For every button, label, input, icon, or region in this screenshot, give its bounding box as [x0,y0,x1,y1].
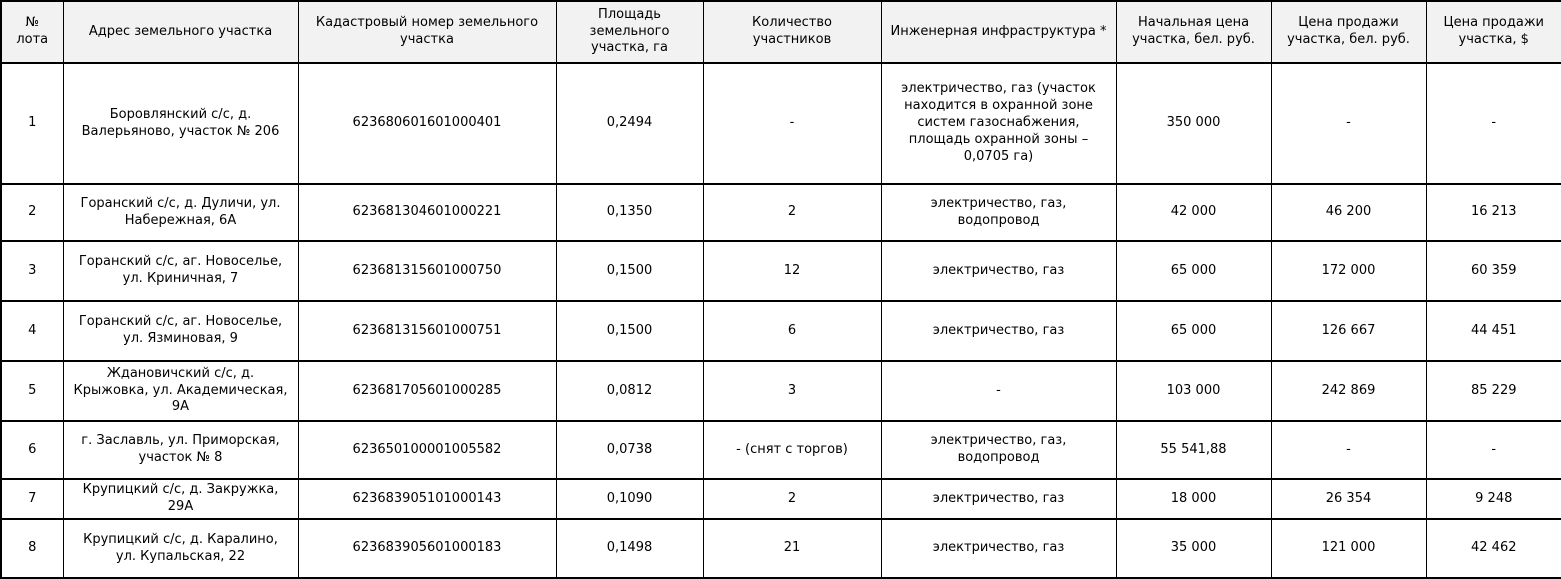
cell-cadastral-number: 623680601601000401 [298,63,556,184]
cell-start-price: 55 541,88 [1116,421,1271,479]
cell-area: 0,0812 [556,361,703,421]
cell-lot-number: 1 [1,63,63,184]
column-header-infrastructure: Инженерная инфраструктура * [881,1,1116,63]
cell-cadastral-number: 623650100001005582 [298,421,556,479]
cell-participants: - [703,63,881,184]
cell-address: Крупицкий с/с, д. Каралино, ул. Купальская, 22 [63,519,298,578]
table-row [1,421,1561,479]
column-header-sale-price-usd: Цена продажи участка, $ [1426,1,1561,63]
cell-participants: 6 [703,301,881,361]
cell-address: г. Заславль, ул. Приморская, участок № 8 [63,421,298,479]
cell-sale-price-byn: - [1271,63,1426,184]
cell-start-price: 350 000 [1116,63,1271,184]
cell-sale-price-usd: 44 451 [1426,301,1561,361]
cell-cadastral-number: 623681315601000750 [298,241,556,301]
cell-infrastructure: электричество, газ [881,241,1116,301]
cell-cadastral-number: 623681304601000221 [298,184,556,241]
column-header-lot-number: № лота [1,1,63,63]
cell-area: 0,0738 [556,421,703,479]
cell-lot-number: 2 [1,184,63,241]
cell-start-price: 65 000 [1116,241,1271,301]
cell-sale-price-byn: 126 667 [1271,301,1426,361]
cell-sale-price-usd: - [1426,421,1561,479]
table-row [1,519,1561,578]
cell-area: 0,1350 [556,184,703,241]
cell-sale-price-usd: 42 462 [1426,519,1561,578]
cell-start-price: 18 000 [1116,479,1271,519]
cell-area: 0,1500 [556,241,703,301]
table-row [1,241,1561,301]
cell-sale-price-usd: - [1426,63,1561,184]
cell-infrastructure: электричество, газ [881,301,1116,361]
cell-infrastructure: электричество, газ, водопровод [881,421,1116,479]
cell-address: Горанский с/с, д. Дуличи, ул. Набережная, 6А [63,184,298,241]
table-row [1,301,1561,361]
cell-participants: 12 [703,241,881,301]
cell-infrastructure: электричество, газ, водопровод [881,184,1116,241]
cell-infrastructure: электричество, газ [881,479,1116,519]
column-header-address: Адрес земельного участка [63,1,298,63]
cell-lot-number: 6 [1,421,63,479]
cell-address: Ждановичский с/с, д. Крыжовка, ул. Академическая, 9А [63,361,298,421]
cell-address: Крупицкий с/с, д. Закружка, 29А [63,479,298,519]
cell-infrastructure: электричество, газ [881,519,1116,578]
cell-cadastral-number: 623683905601000183 [298,519,556,578]
cell-sale-price-usd: 9 248 [1426,479,1561,519]
cell-area: 0,1498 [556,519,703,578]
cell-cadastral-number: 623681315601000751 [298,301,556,361]
cell-lot-number: 8 [1,519,63,578]
cell-participants: 2 [703,479,881,519]
cell-lot-number: 7 [1,479,63,519]
cell-sale-price-usd: 16 213 [1426,184,1561,241]
cell-infrastructure: - [881,361,1116,421]
cell-sale-price-usd: 85 229 [1426,361,1561,421]
column-header-area: Площадь земельного участка, га [556,1,703,63]
cell-participants: 2 [703,184,881,241]
cell-sale-price-byn: 26 354 [1271,479,1426,519]
table-row [1,184,1561,241]
cell-sale-price-byn: 121 000 [1271,519,1426,578]
cell-address: Горанский с/с, аг. Новоселье, ул. Язминовая, 9 [63,301,298,361]
table-row [1,479,1561,519]
cell-lot-number: 5 [1,361,63,421]
table-row [1,63,1561,184]
column-header-participants: Количество участников [703,1,881,63]
cell-start-price: 103 000 [1116,361,1271,421]
column-header-cadastral-number: Кадастровый номер земельного участка [298,1,556,63]
cell-address: Горанский с/с, аг. Новоселье, ул. Криничная, 7 [63,241,298,301]
column-header-start-price: Начальная цена участка, бел. руб. [1116,1,1271,63]
cell-sale-price-byn: 46 200 [1271,184,1426,241]
cell-participants: 3 [703,361,881,421]
cell-start-price: 42 000 [1116,184,1271,241]
cell-address: Боровлянский с/с, д. Валерьяново, участок № 206 [63,63,298,184]
cell-cadastral-number: 623683905101000143 [298,479,556,519]
cell-area: 0,1500 [556,301,703,361]
cell-lot-number: 4 [1,301,63,361]
cell-area: 0,2494 [556,63,703,184]
column-header-sale-price-byn: Цена продажи участка, бел. руб. [1271,1,1426,63]
cell-start-price: 35 000 [1116,519,1271,578]
cell-cadastral-number: 623681705601000285 [298,361,556,421]
cell-lot-number: 3 [1,241,63,301]
table-header [1,1,1561,63]
cell-area: 0,1090 [556,479,703,519]
cell-sale-price-usd: 60 359 [1426,241,1561,301]
cell-sale-price-byn: - [1271,421,1426,479]
table-body [1,63,1561,578]
cell-sale-price-byn: 242 869 [1271,361,1426,421]
cell-participants: 21 [703,519,881,578]
cell-infrastructure: электричество, газ (участок находится в охранной зоне систем газоснабжения, площадь охранной зоны – 0,0705 га) [881,63,1116,184]
header-row [1,1,1561,63]
table-row [1,361,1561,421]
cell-start-price: 65 000 [1116,301,1271,361]
cell-participants: - (снят с торгов) [703,421,881,479]
cell-sale-price-byn: 172 000 [1271,241,1426,301]
